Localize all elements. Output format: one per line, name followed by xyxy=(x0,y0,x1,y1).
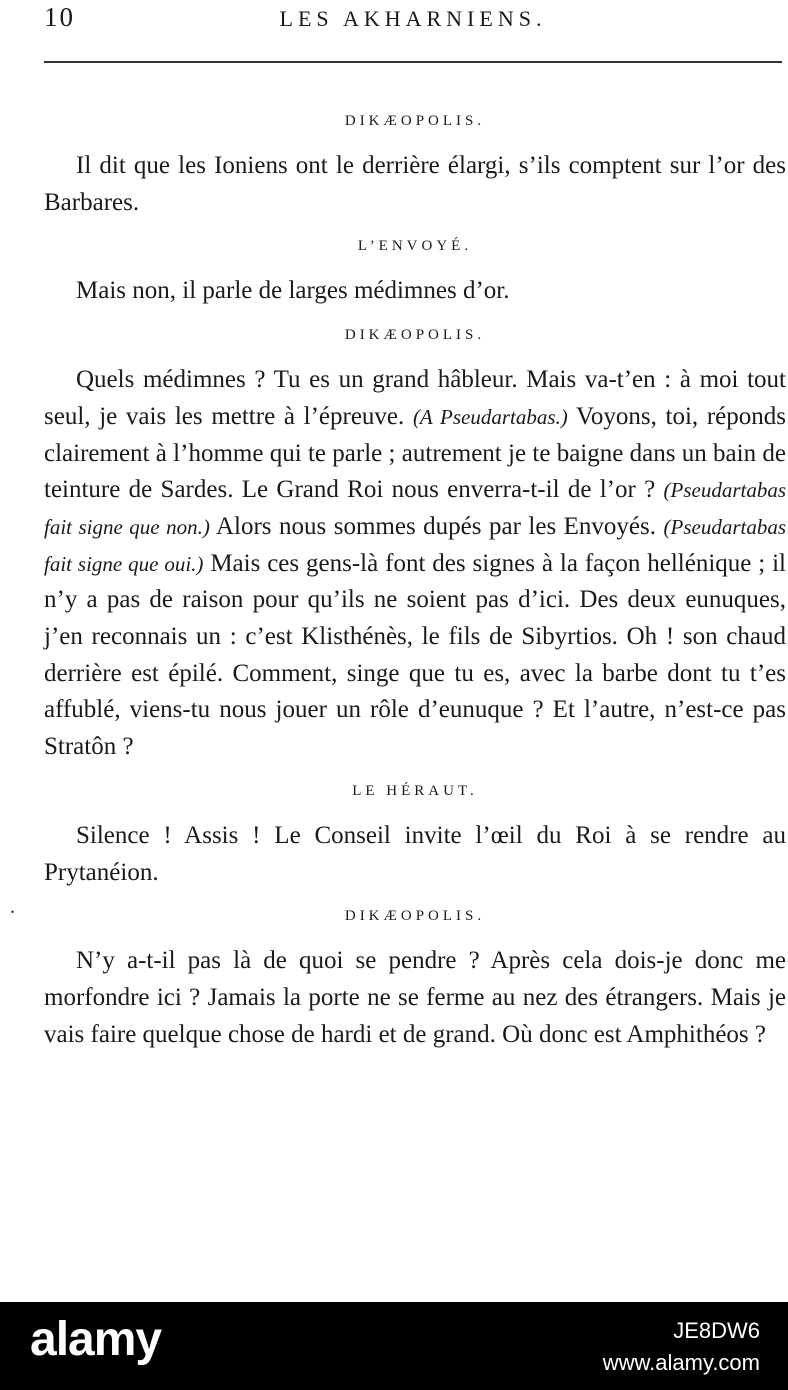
speech-text: Voyons, toi, réponds clairement à l’homme qui te parle ; autrement je te baigne dans un bain de teinture de Sardes. Le Grand Roi nous enverra-t-il de l’or ? xyxy=(44,402,786,504)
page-number: 10 xyxy=(44,2,75,32)
speech-paragraph xyxy=(44,362,786,766)
stage-direction: (Pseudartabas fait signe que non.) xyxy=(44,478,786,539)
speaker-name: DIKÆOPOLIS. xyxy=(344,908,486,925)
speech-paragraph xyxy=(44,148,786,221)
dialogue-body xyxy=(44,96,786,1067)
stage-direction: (A Pseudartabas.) xyxy=(412,404,568,429)
image-code: JE8DW6 xyxy=(673,1318,760,1343)
speaker-name: L’ENVOYÉ. xyxy=(357,238,473,255)
speaker-name: LE HÉRAUT. xyxy=(352,782,478,799)
header-rule xyxy=(44,61,782,63)
speech-paragraph xyxy=(44,273,786,310)
running-title: LES AKHARNIENS. xyxy=(279,6,547,31)
alamy-logo: alamy xyxy=(30,1313,162,1366)
speech-text: Il dit que les Ioniens ont le derrière élargi, s’ils comptent sur l’or des Barbares. xyxy=(44,152,786,216)
speech-text: Silence ! Assis ! Le Conseil invite l’œil du Roi à se rendre au Prytanéion. xyxy=(44,821,786,886)
speech-text: Alors nous sommes dupés par les Envoyés. xyxy=(209,512,664,540)
stage-direction: (Pseudartabas fait signe que oui.) xyxy=(44,514,786,576)
watermark-banner xyxy=(0,1302,788,1390)
speaker-name: DIKÆOPOLIS. xyxy=(344,113,486,129)
site-url: www.alamy.com xyxy=(602,1350,760,1375)
speech-text: Mais ces gens-là font des signes à la façon hellénique ; il n’y a pas de raison pour qu’ils ne soient pas d’ici. Des deux eunuques, j’en reconnais un : c’est Klisthénès, le fils de Sibyrtios. Oh ! son chaud derrière est épilé. Comment, singe que tu es, avec la barbe dont tu t’es affublé, viens-tu nous jouer un rôle d’eunuque ? Et l’autre, n’est-ce pas Stratôn ? xyxy=(44,549,786,761)
speech-text: Mais non, il parle de larges médimnes d’or. xyxy=(76,277,510,305)
speaker-name: DIKÆOPOLIS. xyxy=(344,327,486,344)
speech-paragraph xyxy=(44,818,786,891)
stray-mark: . xyxy=(10,896,15,918)
speech-paragraph xyxy=(44,943,786,1053)
speech-text: Quels médimnes ? Tu es un grand hâbleur. Mais va-t’en : à moi tout seul, je vais les mettre à l’épreuve. xyxy=(44,366,786,430)
page-header xyxy=(44,2,782,36)
speech-text: N’y a-t-il pas là de quoi se pendre ? Après cela dois-je donc me morfondre ici ? Jamais la porte ne se ferme au nez des étrangers. Mais je vais faire quelque chose de hardi et de grand. Où donc est Amphithéos ? xyxy=(44,947,786,1048)
